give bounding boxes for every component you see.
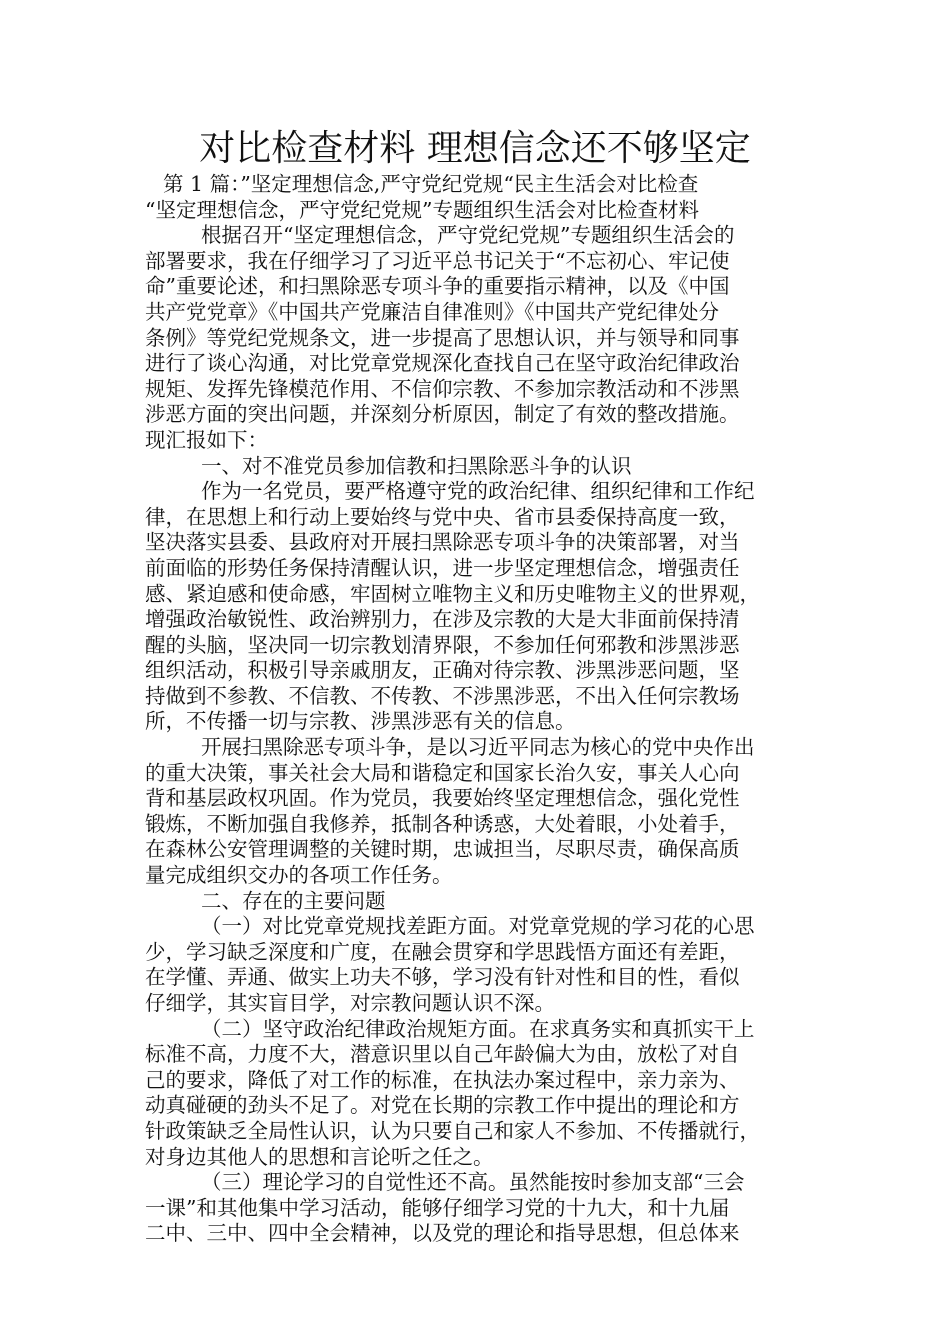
text-line: 所，不传播一切与宗教、涉黑涉恶有关的信息。 <box>145 709 576 734</box>
text-line: 持做到不参教、不信教、不传教、不涉黑涉恶，不出入任何宗教场 <box>145 683 740 708</box>
text-line: （三）理论学习的自觉性还不高。虽然能按时参加支部“三会 <box>201 1170 745 1195</box>
text-line: （一）对比党章党规找差距方面。对党章党规的学习花的心思 <box>201 914 755 939</box>
text-line: 针政策缺乏全局性认识，认为只要自己和家人不参加、不传播就行， <box>145 1118 760 1143</box>
text-line: 共产党党章》《中国共产党廉洁自律准则》《中国共产党纪律处分 <box>145 299 719 324</box>
text-line: 开展扫黑除恶专项斗争，是以习近平同志为核心的党中央作出 <box>201 735 755 760</box>
text-line: 锻炼，不断加强自我修养，抵制各种诱惑，大处着眼，小处着手， <box>145 811 740 836</box>
text-line: （二）坚守政治纪律政治规矩方面。在求真务实和真抓实干上 <box>201 1016 755 1041</box>
text-line: 条例》等党纪党规条文，进一步提高了思想认识，并与领导和同事 <box>145 325 740 350</box>
text-line: 醒的头脑，坚决同一切宗教划清界限，不参加任何邪教和涉黑涉恶 <box>145 632 740 657</box>
text-line: 一课”和其他集中学习活动，能够仔细学习党的十九大，和十九届 <box>145 1195 730 1220</box>
text-line: 在森林公安管理调整的关键时期，忠诚担当，尽职尽责，确保高质 <box>145 837 740 862</box>
text-line: 作为一名党员，要严格遵守党的政治纪律、组织纪律和工作纪 <box>201 479 755 504</box>
text-line: 律，在思想上和行动上要始终与党中央、省市县委保持高度一致， <box>145 504 740 529</box>
text-line: 在学懂、弄通、做实上功夫不够，学习没有针对性和目的性，看似 <box>145 965 740 990</box>
text-line: 规矩、发挥先锋模范作用、不信仰宗教、不参加宗教活动和不涉黑 <box>145 376 740 401</box>
text-line: 标准不高，力度不大，潜意识里以自己年龄偏大为由，放松了对自 <box>145 1042 740 1067</box>
text-line: 的重大决策，事关社会大局和谐稳定和国家长治久安，事关人心向 <box>145 760 740 785</box>
text-line: 部署要求，我在仔细学习了习近平总书记关于“不忘初心、牢记使 <box>145 248 730 273</box>
text-line: 根据召开“坚定理想信念，严守党纪党规”专题组织生活会的 <box>201 223 735 248</box>
text-line: 二中、三中、四中全会精神，以及党的理论和指导思想，但总体来 <box>145 1221 740 1246</box>
text-line: 少，学习缺乏深度和广度，在融会贯穿和学思践悟方面还有差距， <box>145 939 740 964</box>
text-line: 坚决落实县委、县政府对开展扫黑除恶专项斗争的决策部署，对当 <box>145 530 740 555</box>
text-line: 对身边其他人的思想和言论听之任之。 <box>145 1144 494 1169</box>
text-line: 仔细学，其实盲目学，对宗教问题认识不深。 <box>145 991 555 1015</box>
text-line: 己的要求，降低了对工作的标准，在执法办案过程中，亲力亲为、 <box>145 1067 740 1092</box>
text-line: 量完成组织交办的各项工作任务。 <box>145 863 453 888</box>
text-line: 命”重要论述，和扫黑除恶专项斗争的重要指示精神，以及《中国 <box>145 274 730 299</box>
text-line: 涉恶方面的突出问题，并深刻分析原因，制定了有效的整改措施。 <box>145 402 740 427</box>
text-line: 第 1 篇：”坚定理想信念,严守党纪党规“民主生活会对比检查 <box>163 172 699 196</box>
text-line: 背和基层政权巩固。作为党员，我要始终坚定理想信念，强化党性 <box>145 786 740 811</box>
text-line: 进行了谈心沟通，对比党章党规深化查找自己在坚守政治纪律政治 <box>145 351 740 376</box>
text-line: 组织活动，积极引导亲戚朋友，正确对待宗教、涉黑涉恶问题，坚 <box>145 658 740 683</box>
text-line: 增强政治敏锐性、政治辨别力，在涉及宗教的大是大非面前保持清 <box>145 607 740 632</box>
text-line: 前面临的形势任务保持清醒认识，进一步坚定理想信念，增强责任 <box>145 555 740 580</box>
document-title: 对比检查材料 理想信念还不够坚定 <box>199 128 751 169</box>
text-line: 现汇报如下： <box>145 427 268 452</box>
section-heading: 一、对不准党员参加信教和扫黑除恶斗争的认识 <box>201 453 632 478</box>
text-line: 动真碰硬的劲头不足了。对党在长期的宗教工作中提出的理论和方 <box>145 1093 740 1118</box>
document-body <box>145 172 809 1247</box>
text-line: “坚定理想信念，严守党纪党规”专题组织生活会对比检查材料 <box>145 197 699 222</box>
section-heading: 二、存在的主要问题 <box>201 888 386 913</box>
text-line: 感、紧迫感和使命感，牢固树立唯物主义和历史唯物主义的世界观， <box>145 581 760 606</box>
